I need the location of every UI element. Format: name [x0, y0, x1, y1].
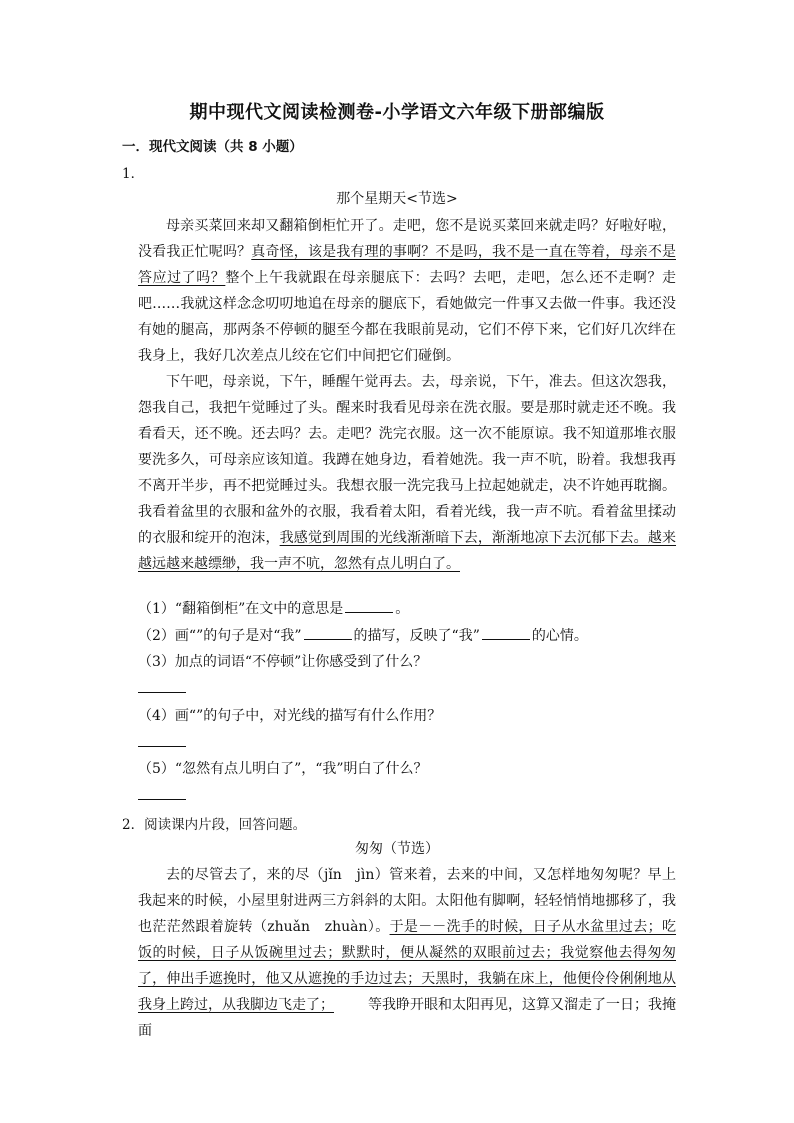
passage-2-body [138, 862, 676, 1044]
sub-question-text: 的心情。 [531, 628, 588, 644]
underlined-sentence: 真奇怪，该是我有理的事啊？不是吗，我不是一直在等着，母亲不是答应过了吗？ [138, 244, 676, 286]
sub-question-text: （2）画“”的句子是对“我” [138, 628, 302, 644]
answer-line-3[interactable] [138, 691, 186, 693]
passage-text: 等我睁开眼和太阳再见，这算又溜走了一日；我掩面 [138, 997, 676, 1039]
page-title: 期中现代文阅读检测卷-小学语文六年级下册部编版 [189, 102, 605, 123]
sub-question-text: 的描写，反映了“我” [353, 628, 480, 644]
answer-blank[interactable] [304, 625, 352, 640]
sub-question-1 [138, 598, 409, 619]
sub-question-text: （1）“翻箱倒柜”在文中的意思是 [138, 601, 344, 617]
passage-text: 母亲买菜回来却又翻箱倒柜忙开了。走吧，您不是说买菜回来就走吗？好啦好啦，没看我正忙呢吗？ [138, 218, 676, 260]
passage-text: 整个上午我就跟在母亲腿底下：去吗？去吧，走吧，怎么还不走啊？走吧……我就这样念念叨叨地追在母亲的腿底下，看她做完一件事又去做一件事。我还没有她的腿高，那两条不停顿的腿至今都在我眼前晃动，它们不停下来，它们好几次绊在我身上，我好几次差点儿绞在它们中间把它们碰倒。 [138, 270, 677, 364]
underlined-sentence: 于是－－洗手的时候，日子从水盆里过去；吃饭的时候，日子从饭碗里过去；默默时，便从凝然的双眼前过去；我觉察他去得匆匆了，伸出手遮挽时，他又从遮挽的手边过去；天黑时，我躺在床上，他便伶伶俐俐地从我身上跨过，从我脚边飞走了； [138, 919, 677, 1013]
answer-line-5[interactable] [138, 798, 186, 800]
sub-question-4: （4）画“”的句子中，对光线的描写有什么作用？ [138, 708, 442, 724]
question-1-number: 1． [122, 166, 145, 182]
sub-question-5: （5）“忽然有点儿明白了”，“我”明白了什么？ [138, 761, 428, 777]
passage-text: 下午吧，母亲说，下午，睡醒午觉再去。去，母亲说，下午，准去。但这次怨我，怨我自己，我把午觉睡过了头。醒来时我看见母亲在洗衣服。要是那时就走还不晚。我看看天，还不晚。还去吗？去。走吧？洗完衣服。这一次不能原谅。我不知道那堆衣服要洗多久，可母亲应该知道。我蹲在她身边，看着她洗。我一声不吭，盼着。我想我再不离开半步，再不把觉睡过头。我想衣服一洗完我马上拉起她就走，决不许她再耽搁。我看着盆里的衣服和盆外的衣服，我看着太阳，看着光线，我一声不吭。看着盆里揉动的衣服和绽开的泡沫， [138, 374, 676, 546]
passage-2-paragraph-1 [138, 862, 676, 1044]
sub-question-2 [138, 625, 588, 646]
answer-line-4[interactable] [138, 745, 186, 747]
passage-1-paragraph-2 [138, 369, 676, 577]
passage-text: 去的尽管去了，来的尽（jǐn jìn）管来着，去来的中间，又怎样地匆匆呢？早上我起来的时候，小屋里射进两三方斜斜的太阳。太阳他有脚啊，轻轻悄悄地挪移了，我也茫茫然跟着旋转（zhuǎn zhuàn）。 [138, 867, 676, 935]
answer-blank[interactable] [482, 625, 530, 640]
passage-1-body [138, 213, 676, 577]
passage-2-title: 匆匆（节选） [355, 841, 439, 857]
passage-1-title: 那个星期天<节选> [336, 191, 458, 207]
section-heading: 一．现代文阅读（共 8 小题） [122, 139, 303, 155]
sub-question-text: 。 [395, 601, 410, 617]
passage-1-paragraph-1 [138, 213, 676, 369]
question-2-instruction: 2．阅读课内片段，回答问题。 [122, 817, 307, 833]
answer-blank[interactable] [345, 598, 393, 613]
sub-question-3: （3）加点的词语“不停顿”让你感受到了什么？ [138, 654, 428, 670]
underlined-sentence: 我感觉到周围的光线渐渐暗下去，渐渐地凉下去沉郁下去。越来越远越来越缥缈，我一声不吭，忽然有点儿明白了。 [138, 530, 677, 572]
